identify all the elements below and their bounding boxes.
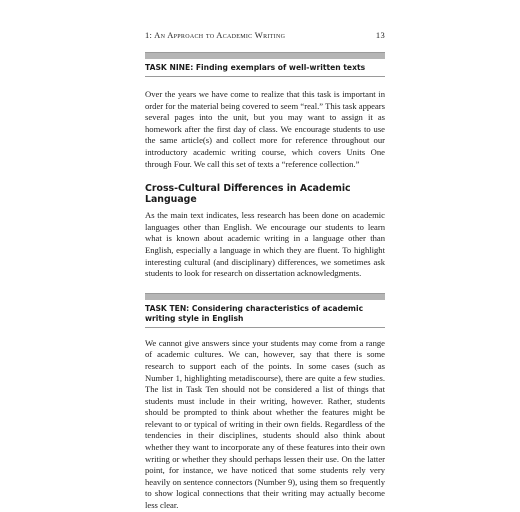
task-nine-body: Over the years we have come to realize that this task is important in order for the material being covered to seem “real.” This task appears several pages into the unit, but you may want to assign it as homework after the first day of class. We encourage students to use the same article(s) and collect more for reference throughout our introductory academic writing course, which covers Units One through Four. We call this set of texts a “reference collection.” xyxy=(145,89,385,169)
task-ten-body: We cannot give answers since your students may come from a range of academic cultures. We can, however, say that there is some research to support each of the points. In some cases (such as Number 1, highlighting metadiscourse), there are quite a few studies. The list in Task Ten should not be considered a list of things that students must include in their writing, however. Rather, students should be prompted to think about whether the features might be relevant to or typical of writing in their own fields. Regardless of the tendencies in their disciplines, students should also think about whether they want to incorporate any of these features into their own writing or whether they should perhaps lessen their use. On the latter point, for instance, we have noticed that some students rely very heavily on sentence connectors (Number 9), using them so frequently to show logical connections that their writing may actually become less clear. xyxy=(145,337,385,511)
book-page xyxy=(145,30,385,512)
page-number: 13 xyxy=(375,30,385,40)
task-nine-heading: TASK NINE: Finding exemplars of well-written texts xyxy=(145,63,366,72)
task-ten-heading: TASK TEN: Considering characteristics of academic writing style in English xyxy=(145,303,364,323)
task-ten-bottom-rule xyxy=(145,327,385,328)
task-ten-top-rule xyxy=(145,293,385,300)
running-head xyxy=(145,30,385,52)
task-nine-bottom-rule xyxy=(145,76,385,77)
chapter-title: 1: An Approach to Academic Writing xyxy=(145,30,286,40)
task-nine-top-rule xyxy=(145,52,385,59)
section-heading-cross-cultural: Cross-Cultural Differences in Academic Language xyxy=(145,183,351,206)
cross-cultural-body: As the main text indicates, less research has been done on academic languages other than English. We encourage our students to learn what is known about academic writing in a language other than English, especially a language in which they are fluent. To highlight interesting cultural (and disciplinary) differences, we sometimes ask students to look for research on dissertation acknowledgments. xyxy=(145,210,385,279)
